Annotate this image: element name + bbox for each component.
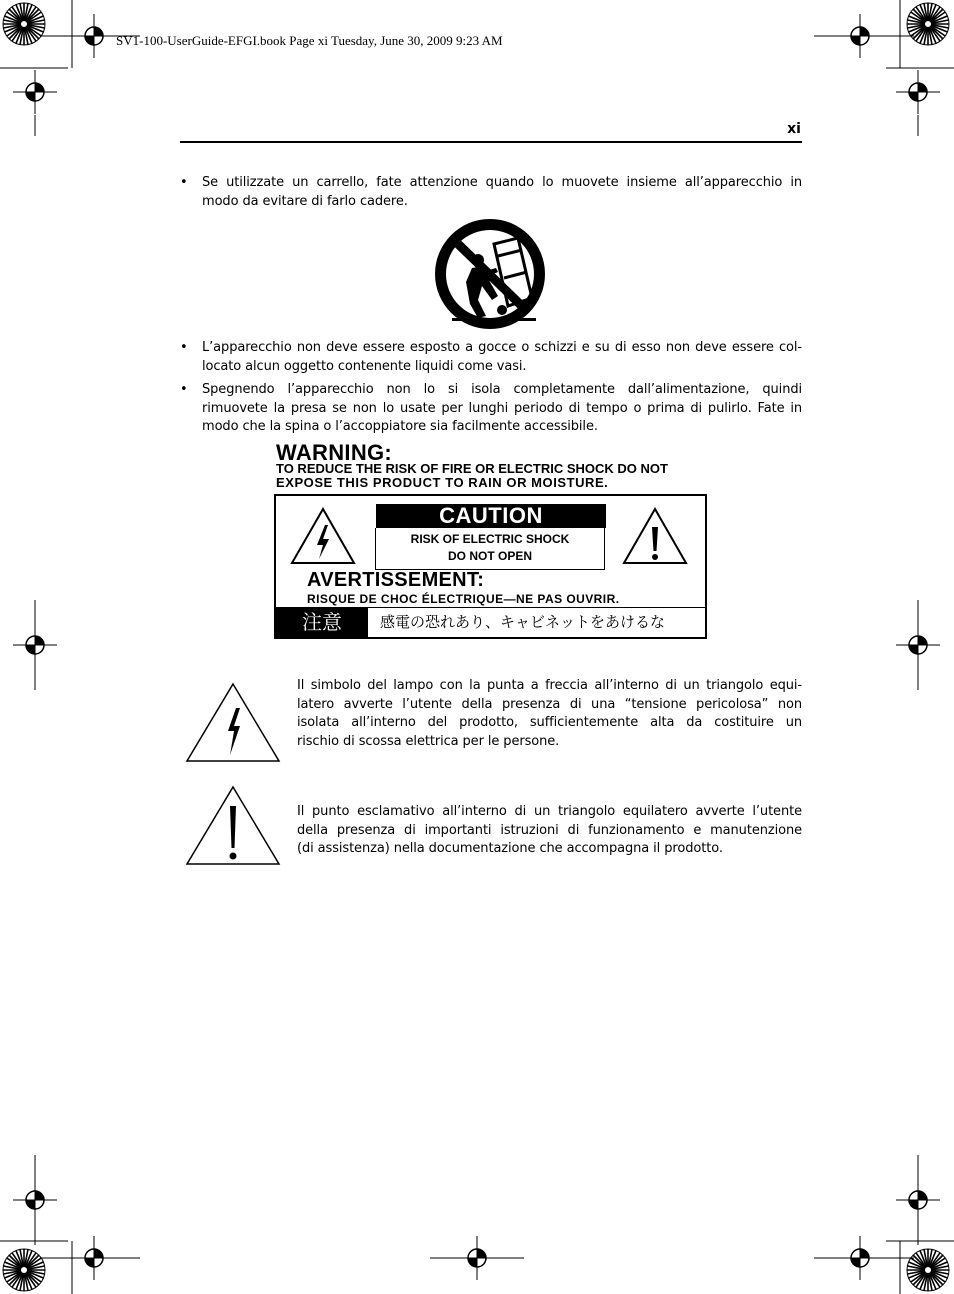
japanese-caution-text: 感電の恐れあり、キャビネットをあけるな [380, 613, 666, 631]
avertissement-title: AVERTISSEMENT: [307, 569, 485, 591]
caution-line-1: RISK OF ELECTRIC SHOCK [410, 532, 570, 546]
bullet-text-liquids: L’apparecchio non deve essere esposto a gocce o schizzi e su di esso non deve essere col- locato alcun oggetto contenente liquidi come vasi. [202, 340, 802, 374]
avertissement-subtitle: RISQUE DE CHOC ÉLECTRIQUE—NE PAS OUVRIR. [307, 592, 620, 606]
file-slug: SV1-100-UserGuide-EFGI.book Page xi Tuesday, June 30, 2009 9:23 AM [116, 33, 503, 48]
bullet-marker: • [180, 340, 188, 355]
caution-heading: CAUTION [376, 504, 606, 528]
warning-line-1: TO REDUCE THE RISK OF FIRE OR ELECTRIC SHOCK DO NOT [276, 461, 668, 476]
japanese-caution-label: 注意 [276, 608, 368, 637]
caution-line-2: DO NOT OPEN [447, 549, 532, 563]
exclamation-triangle-icon [622, 507, 688, 565]
bullet-text-power: Spegnendo l’apparecchio non lo si isola completamente dall’alimentazione, quindi rimuovete la presa se non lo usate per lunghi periodo di tempo o prima di pulirlo. Fate in modo che la spina o l’accoppiatore sia facilmente accessibile. [202, 382, 802, 434]
cart-tip-over-icon [432, 220, 552, 332]
header-rule [180, 141, 802, 143]
caution-body [375, 528, 605, 570]
page-number: xi [787, 121, 801, 137]
bullet-marker: • [180, 175, 188, 190]
lightning-symbol-description: Il simbolo del lampo con la punta a freccia all’interno di un triangolo equi- latero avverte l’utente della presenza di una “tensione pericolosa” non isolata all’interno del prodotto, sufficientemente alta da costituire un rischio di scossa elettrica per le persone. [297, 678, 802, 749]
warning-title: WARNING: [276, 440, 393, 465]
warning-line-2: EXPOSE THIS PRODUCT TO RAIN OR MOISTURE. [276, 475, 609, 490]
lightning-triangle-icon [290, 507, 356, 565]
exclamation-symbol-description: Il punto esclamativo all’interno di un triangolo equilatero avverte l’utente della presenza di importanti istruzioni di funzionamento e manutenzione (di assistenza) nella documentazione che accompagna il prodotto. [297, 804, 802, 856]
bullet-marker: • [180, 382, 188, 397]
bullet-text-cart: Se utilizzate un carrello, fate attenzione quando lo muovete insieme all’apparecchio in modo da evitare di farlo cadere. [202, 175, 802, 209]
lightning-triangle-icon [186, 681, 282, 763]
exclamation-triangle-icon [186, 784, 282, 866]
